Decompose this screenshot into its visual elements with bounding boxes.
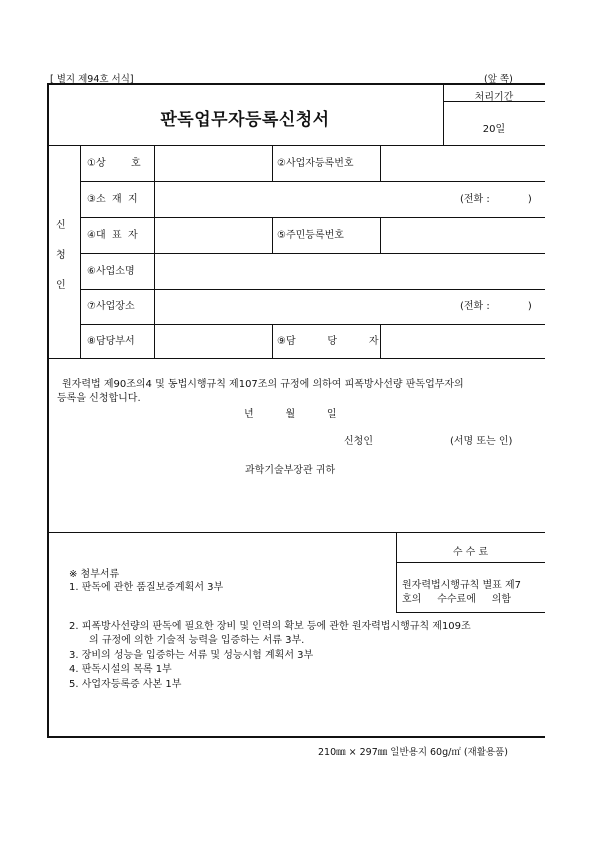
divider (272, 145, 273, 181)
attachments-title: ※ 첨부서류 (69, 569, 120, 580)
attachment-item-3: 3. 장비의 성능을 입증하는 서류 및 성능시험 계획서 3부 (69, 650, 314, 661)
business-reg-no-field[interactable] (381, 146, 544, 180)
attachment-item-1: 1. 판독에 관한 품질보증계획서 3부 (69, 582, 224, 593)
applicant-label-2: 청 (56, 250, 66, 261)
applicant-sign-label: 신청인 (344, 436, 373, 447)
company-name-label: ①상 호 (87, 158, 141, 169)
representative-field[interactable] (155, 218, 271, 252)
resident-reg-no-field[interactable] (381, 218, 544, 252)
signature-note: (서명 또는 인) (450, 436, 513, 447)
fee-line-1: 원자력법시행규칙 별표 제7 (402, 580, 521, 591)
manager-label: ⑨담 당 자 (277, 336, 379, 347)
attachment-item-2: 2. 피폭방사선량의 판독에 필요한 장비 및 인력의 확보 등에 관한 원자력법시행규칙 제109조 (69, 621, 471, 632)
application-date: 년 월 일 (244, 409, 337, 420)
address-label: ③소 재 지 (87, 194, 138, 205)
department-field[interactable] (155, 325, 271, 357)
form-title: 판독업무자등록신청서 (160, 110, 330, 130)
statement-line-2: 등록을 신청합니다. (57, 393, 141, 404)
attachment-item-2-cont: 의 규정에 의한 기술적 능력을 입증하는 서류 3부. (89, 635, 305, 646)
processing-label: 처리기간 (474, 92, 514, 103)
applicant-label-3: 인 (56, 280, 66, 291)
department-label: ⑧담당부서 (87, 336, 135, 347)
divider (396, 562, 545, 563)
workplace-label: ⑦사업장소 (87, 301, 135, 312)
page-side: (앞 쪽) (484, 74, 513, 85)
address-phone-label: (전화 : ) (460, 194, 532, 205)
manager-field[interactable] (381, 325, 544, 357)
representative-label: ④대 표 자 (87, 230, 138, 241)
fee-header: 수 수 료 (452, 547, 489, 558)
divider (47, 532, 545, 533)
workplace-phone-label: (전화 : ) (460, 301, 532, 312)
business-reg-no-label: ②사업자등록번호 (277, 158, 354, 169)
attachment-item-5: 5. 사업자등록증 사본 1부 (69, 679, 182, 690)
addressee: 과학기술부장관 귀하 (245, 465, 336, 476)
office-name-field[interactable] (155, 254, 544, 288)
resident-reg-no-label: ⑤주민등록번호 (277, 230, 344, 241)
divider (272, 217, 273, 253)
processing-value: 20일 (482, 124, 506, 135)
attachment-item-4: 4. 판독시설의 목록 1부 (69, 664, 172, 675)
divider (47, 358, 545, 359)
divider (272, 324, 273, 358)
paper-spec: 210㎜ × 297㎜ 일반용지 60g/㎡ (재활용품) (318, 747, 508, 758)
applicant-name-field[interactable] (382, 428, 448, 444)
office-name-label: ⑥사업소명 (87, 266, 135, 277)
applicant-label-1: 신 (56, 220, 66, 231)
statement-line-1: 원자력법 제90조의4 및 동법시행규칙 제107조의 규정에 의하여 피폭방사선량 판독업무자의 (62, 379, 464, 390)
divider (80, 145, 81, 358)
fee-line-2: 호의 수수료에 의함 (402, 594, 512, 605)
company-name-field[interactable] (155, 146, 271, 180)
divider (396, 612, 545, 613)
form-number: [ 별지 제94호 서식] (50, 74, 134, 85)
